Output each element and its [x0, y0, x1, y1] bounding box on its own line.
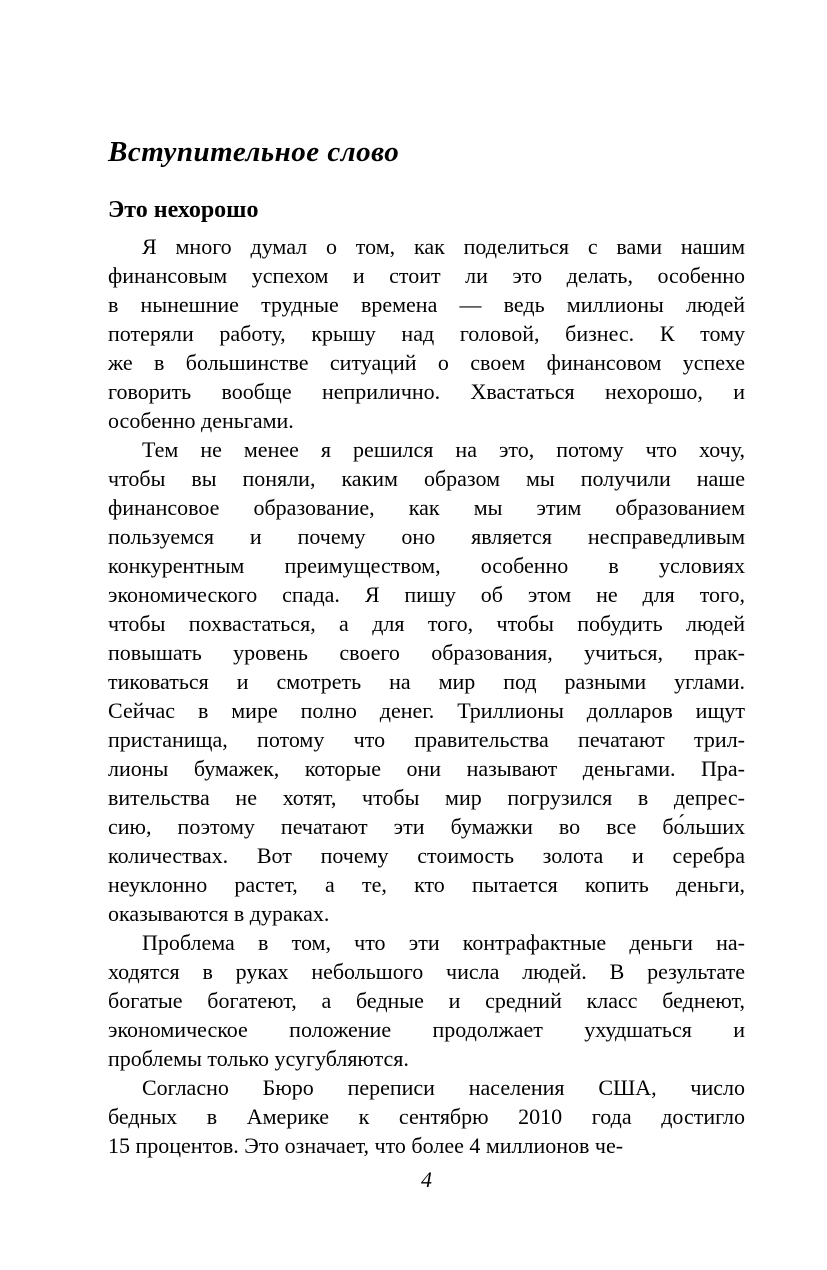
text-line: ходятся в руках небольшого числа людей. В результате — [108, 959, 745, 984]
text-line: Тем не менее я решился на это, потому что хочу, — [142, 437, 745, 462]
text-line: говорить вообще неприлично. Хвастаться нехорошо, и — [108, 379, 745, 404]
text-line: лионы бумажек, которые они называют деньгами. Пра- — [108, 756, 745, 781]
text-line: неуклонно растет, а те, кто пытается копить деньги, — [108, 872, 745, 897]
paragraph — [108, 928, 745, 1073]
paragraph — [108, 1073, 745, 1160]
text-line: чтобы вы поняли, каким образом мы получили наше — [108, 466, 745, 491]
text-line: оказываются в дураках. — [108, 901, 330, 926]
text-line: пристанища, потому что правительства печатают трил- — [108, 727, 745, 752]
text-line: финансовым успехом и стоит ли это делать, особенно — [108, 263, 745, 288]
text-line: Проблема в том, что эти контрафактные деньги на- — [142, 930, 745, 955]
text-line: богатые богатеют, а бедные и средний класс беднеют, — [108, 988, 745, 1013]
text-line: чтобы похвастаться, а для того, чтобы побудить людей — [108, 611, 745, 636]
text-line: в нынешние трудные времена — ведь миллионы людей — [108, 292, 745, 317]
paragraph — [108, 232, 745, 435]
text-line: экономического спада. Я пишу об этом не для того, — [108, 582, 745, 607]
text-line: Я много думал о том, как поделиться с вами нашим — [142, 234, 745, 259]
text-line: же в большинстве ситуаций о своем финансовом успехе — [108, 350, 745, 375]
body-text — [108, 232, 745, 1160]
text-line: проблемы только усугубляются. — [108, 1046, 409, 1071]
text-line: повышать уровень своего образования, учиться, прак- — [108, 640, 745, 665]
text-line: конкурентным преимуществом, особенно в условиях — [108, 553, 745, 578]
text-line: особенно деньгами. — [108, 408, 294, 433]
chapter-heading: Вступительное слово — [108, 136, 400, 168]
section-subheading: Это нехорошо — [108, 197, 259, 223]
text-line: экономическое положение продолжает ухудшаться и — [108, 1017, 745, 1042]
text-line: количествах. Вот почему стоимость золота и серебра — [108, 843, 745, 868]
text-line: Согласно Бюро переписи населения США, число — [142, 1075, 745, 1100]
text-line: сию, поэтому печатают эти бумажки во все бо́льших — [108, 814, 745, 839]
text-line: Сейчас в мире полно денег. Триллионы долларов ищут — [108, 698, 745, 723]
paragraph — [108, 435, 745, 928]
text-line: 15 процентов. Это означает, что более 4 миллионов че- — [108, 1133, 624, 1158]
text-line: вительства не хотят, чтобы мир погрузился в депрес- — [108, 785, 745, 810]
text-line: тиковаться и смотреть на мир под разными углами. — [108, 669, 745, 694]
text-line: пользуемся и почему оно является несправедливым — [108, 524, 745, 549]
text-line: бедных в Америке к сентябрю 2010 года достигло — [108, 1104, 745, 1129]
text-line: финансовое образование, как мы этим образованием — [108, 495, 745, 520]
text-line: потеряли работу, крышу над головой, бизнес. К тому — [108, 321, 745, 346]
page-number: 4 — [421, 1167, 432, 1192]
